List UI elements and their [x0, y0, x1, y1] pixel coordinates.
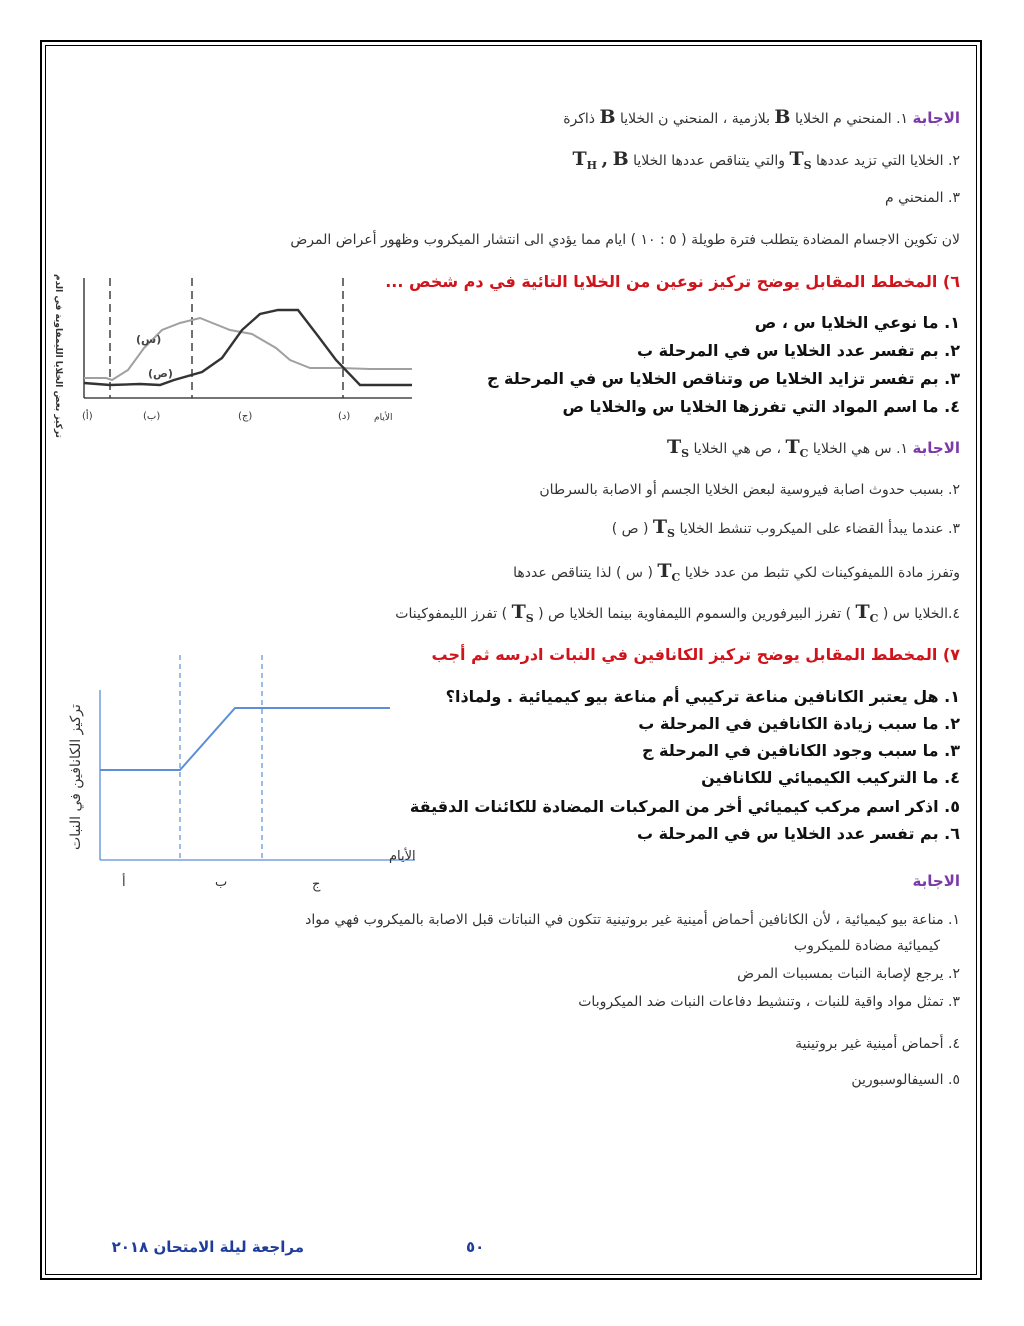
stage-label: أ — [122, 875, 126, 890]
answer-line-1: الاجابة ١. المنحني م الخلايا B بلازمية ، المنحني ن الخلايا B ذاكرة — [563, 106, 960, 128]
question-6-item: ١. ما نوعي الخلايا س ، ص — [754, 313, 960, 332]
stage-label: (ج) — [238, 411, 253, 422]
t-cells-chart — [40, 268, 415, 438]
question-7-item: ١. هل يعتبر الكانافين مناعة تركيبي أم مناعة بيو كيميائية . ولماذا؟ — [445, 687, 960, 706]
series-label-s: (س) — [136, 333, 162, 346]
q6-answer-4: ٤.الخلايا س ( $T_C$ ) تفرز البيرفورين والسموم الليمفاوية بينما الخلايا ص ( $T_S$ ) تفرز الليمفوكينات — [395, 601, 960, 625]
x-axis-label: الأيام — [374, 413, 393, 423]
series-p-curve — [84, 310, 412, 385]
question-7-title: ٧) المخطط المقابل يوضح تركيز الكانافين في النبات ادرسه ثم أجب — [431, 645, 960, 664]
stage-label: (ب) — [143, 411, 161, 422]
q6-answer-3: ٣. عندما يبدأ القضاء على الميكروب تنشط الخلايا $T_S$ ( ص ) — [611, 516, 960, 540]
footer-title: مراجعة ليلة الامتحان ٢٠١٨ — [111, 1238, 304, 1256]
answer-line-2: ٢. الخلايا التي تزيد عددها $T_S$ والتي يتناقص عددها الخلايا $T_H$ , B — [572, 148, 960, 172]
q7-answer-line: ٣. تمثل مواد واقية للنبات ، وتنشيط دفاعات النبات ضد الميكروبات — [578, 994, 960, 1010]
question-6-title: ٦) المخطط المقابل يوضح تركيز نوعين من الخلايا التائية في دم شخص ... — [385, 272, 960, 291]
question-6-item: ٢. بم تفسر عدد الخلايا س في المرحلة ب — [636, 341, 960, 360]
page-number: ٥٠ — [466, 1238, 485, 1256]
q7-answer-line: ١. مناعة بيو كيميائية ، لأن الكانافين أحماض أمينية غير بروتينية تتكون في النباتات قبل الاصابة بالميكروب فهي مواد — [305, 912, 960, 928]
q6-answer-2: ٢. بسبب حدوث اصابة فيروسية لبعض الخلايا الجسم أو الاصابة بالسرطان — [539, 482, 960, 498]
stage-label: (أ) — [82, 411, 93, 422]
question-7-item: ٣. ما سبب وجود الكانافين في المرحلة ج — [641, 741, 960, 760]
q7-answer-line: كيميائية مضادة للميكروب — [793, 938, 940, 954]
question-7-item: ٤. ما التركيب الكيميائي للكانافين — [701, 768, 960, 787]
x-axis-label: الأيام — [389, 849, 416, 864]
concentration-line — [100, 708, 390, 770]
question-6-item: ٤. ما اسم المواد التي تفرزها الخلايا س والخلايا ص — [562, 397, 960, 416]
question-7-item: ٥. اذكر اسم مركب كيميائي أخر من المركبات المضادة للكائنات الدقيقة — [409, 797, 960, 816]
answer-line-3: ٣. المنحني م — [885, 190, 960, 206]
chart-y-label: تركيز الكانافين في النبات — [68, 704, 84, 850]
stage-label: ج — [312, 877, 321, 892]
q7-answer-line: ٥. السيفالوسبورين — [851, 1072, 960, 1088]
stage-label: (د) — [338, 411, 351, 422]
q7-answer-line: ٤. أحماض أمينية غير بروتينية — [795, 1036, 960, 1052]
q6-answer-1: الاجابة ١. س هي الخلايا $T_C$ ، ص هي الخلايا $T_S$ — [666, 436, 960, 460]
series-s-curve — [84, 318, 412, 380]
question-7-item: ٦. بم تفسر عدد الخلايا س في المرحلة ب — [636, 824, 960, 843]
answer-line-4: لان تكوين الاجسام المضادة يتطلب فترة طويلة ( ٥ : ١٠ ) ايام مما يؤدي الى انتشار الميكروب وظهور أعراض المرض — [290, 232, 960, 248]
series-label-p: (ص) — [148, 367, 173, 380]
chart-y-label: تركيز بعض الخلايا الليمفاوية في الدم — [53, 274, 63, 438]
question-7-item: ٢. ما سبب زيادة الكانافين في المرحلة ب — [638, 714, 960, 733]
q6-answer-3b: وتفرز مادة اللميفوكينات لكي تثبط من عدد خلايا $T_C$ ( س ) لذا يتناقص عددها — [513, 560, 960, 584]
answer-heading: الاجابة — [912, 109, 960, 127]
q7-answer-line: ٢. يرجع لإصابة النبات بمسببات المرض — [737, 966, 960, 982]
answer-heading: الاجابة — [912, 872, 960, 890]
question-6-item: ٣. بم تفسر تزايد الخلايا ص وتناقص الخلايا س في المرحلة ج — [486, 369, 960, 388]
stage-label: ب — [215, 875, 228, 890]
canavanine-chart — [60, 650, 440, 900]
